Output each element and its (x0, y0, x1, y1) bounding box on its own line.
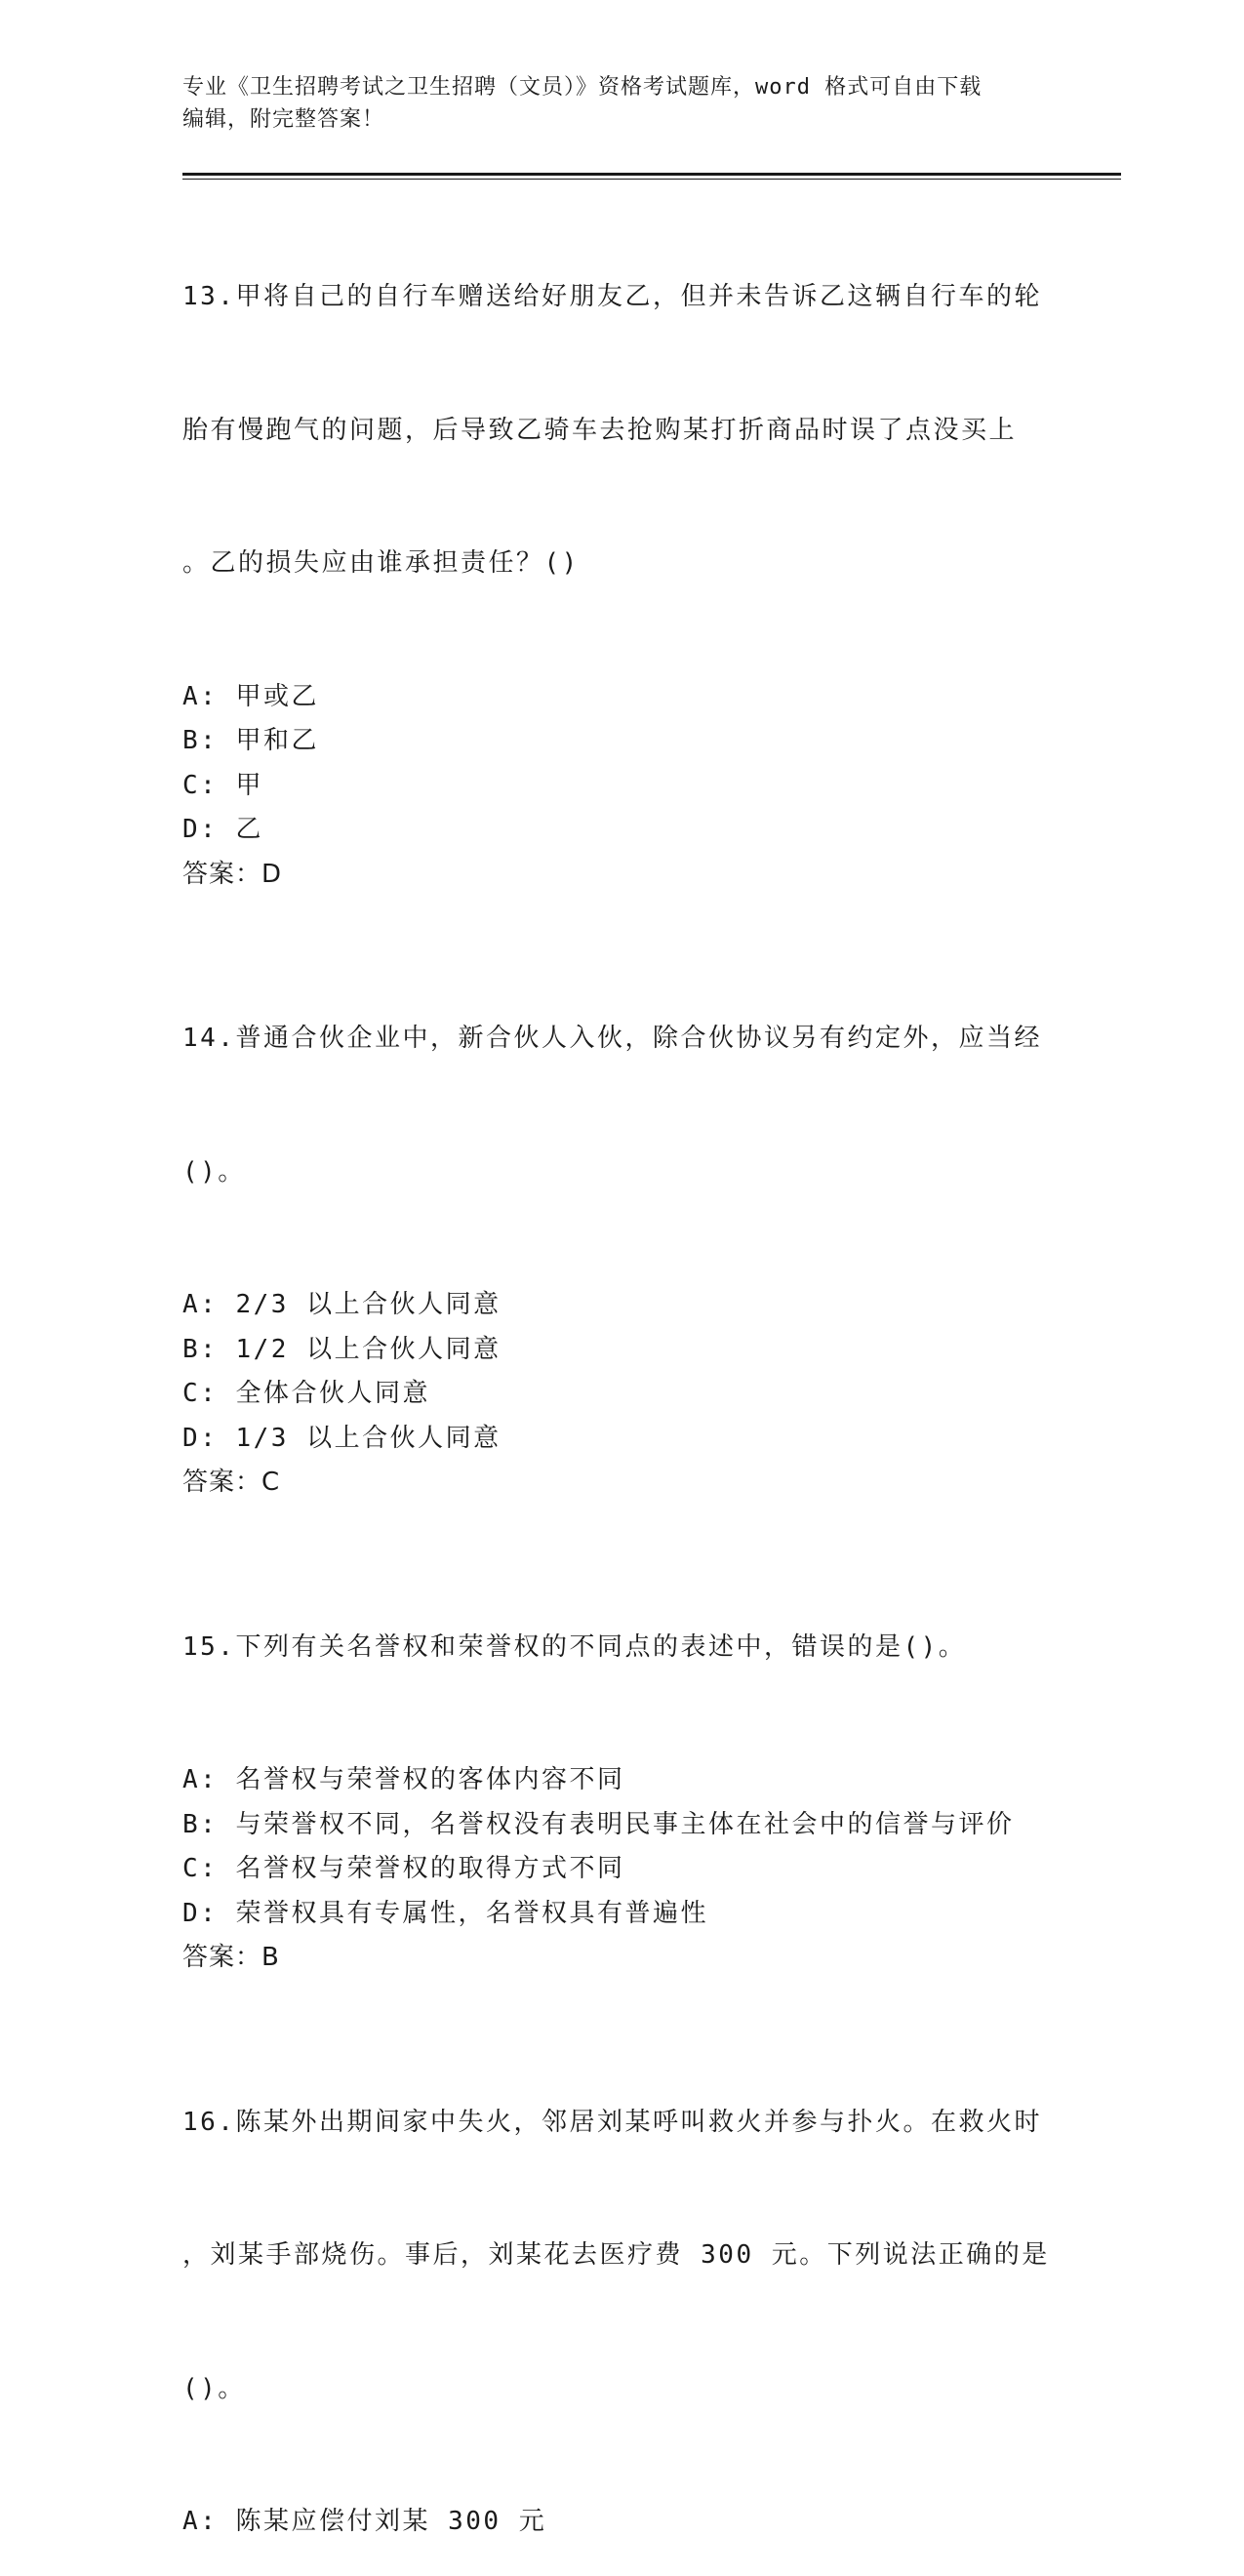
stem-line: 16.陈某外出期间家中失火，邻居刘某呼叫救火并参与扑火。在救火时 (182, 2107, 1042, 2137)
answer-label: 答案：B (182, 1943, 280, 1972)
option-b: B: 与荣誉权不同，名誉权没有表明民事主体在社会中的信誉与评价 (182, 1809, 1015, 1839)
question-list (182, 186, 1061, 2576)
question-stem (182, 1537, 1061, 1759)
stem-line: 15.下列有关名誉权和荣誉权的不同点的表述中，错误的是()。 (182, 1631, 967, 1662)
stem-line: 胎有慢跑气的问题，后导致乙骑车去抢购某打折商品时误了点没买上 (182, 415, 1018, 445)
option-c: C: 全体合伙人同意 (182, 1379, 430, 1408)
question-13 (182, 186, 1061, 897)
question-15 (182, 1537, 1061, 1981)
option-a: A: 甲或乙 (182, 681, 319, 711)
header-divider-thick (182, 173, 1121, 176)
stem-line: 13.甲将自己的自行车赠送给好朋友乙，但并未告诉乙这辆自行车的轮 (182, 282, 1042, 311)
header-line-1: 专业《卫生招聘考试之卫生招聘（文员）》资格考试题库，word 格式可自由下载 (182, 75, 983, 100)
option-a: A: 陈某应偿付刘某 300 元 (182, 2507, 547, 2536)
question-stem (182, 186, 1061, 675)
option-b: B: 1/2 以上合伙人同意 (182, 1334, 502, 1364)
option-a: A: 名誉权与荣誉权的客体内容不同 (182, 1765, 625, 1794)
stem-line: 14.普通合伙企业中，新合伙人入伙，除合伙协议另有约定外，应当经 (182, 1024, 1042, 1053)
option-a: A: 2/3 以上合伙人同意 (182, 1290, 502, 1319)
answer-label: 答案：D (182, 859, 283, 889)
option-b: B: 甲和乙 (182, 726, 319, 755)
question-14 (182, 928, 1061, 1506)
question-stem (182, 928, 1061, 1283)
question-stem (182, 2012, 1061, 2501)
option-d: D: 荣誉权具有专属性，名誉权具有普遍性 (182, 1898, 708, 1928)
header-divider-thin (182, 179, 1121, 180)
stem-line: 。乙的损失应由谁承担责任？() (182, 548, 580, 578)
header-line-2: 编辑，附完整答案！ (182, 107, 385, 132)
document-header (182, 71, 1061, 136)
option-d: D: 1/3 以上合伙人同意 (182, 1423, 502, 1453)
option-c: C: 甲 (182, 770, 263, 800)
option-c: C: 名誉权与荣誉权的取得方式不同 (182, 1854, 625, 1883)
stem-line: ()。 (182, 1156, 246, 1187)
question-16 (182, 2012, 1061, 2545)
answer-label: 答案：C (182, 1468, 281, 1497)
stem-line: ()。 (182, 2373, 246, 2403)
stem-line: ，刘某手部烧伤。事后，刘某花去医疗费 300 元。下列说法正确的是 (182, 2240, 1050, 2270)
option-d: D: 乙 (182, 815, 263, 844)
